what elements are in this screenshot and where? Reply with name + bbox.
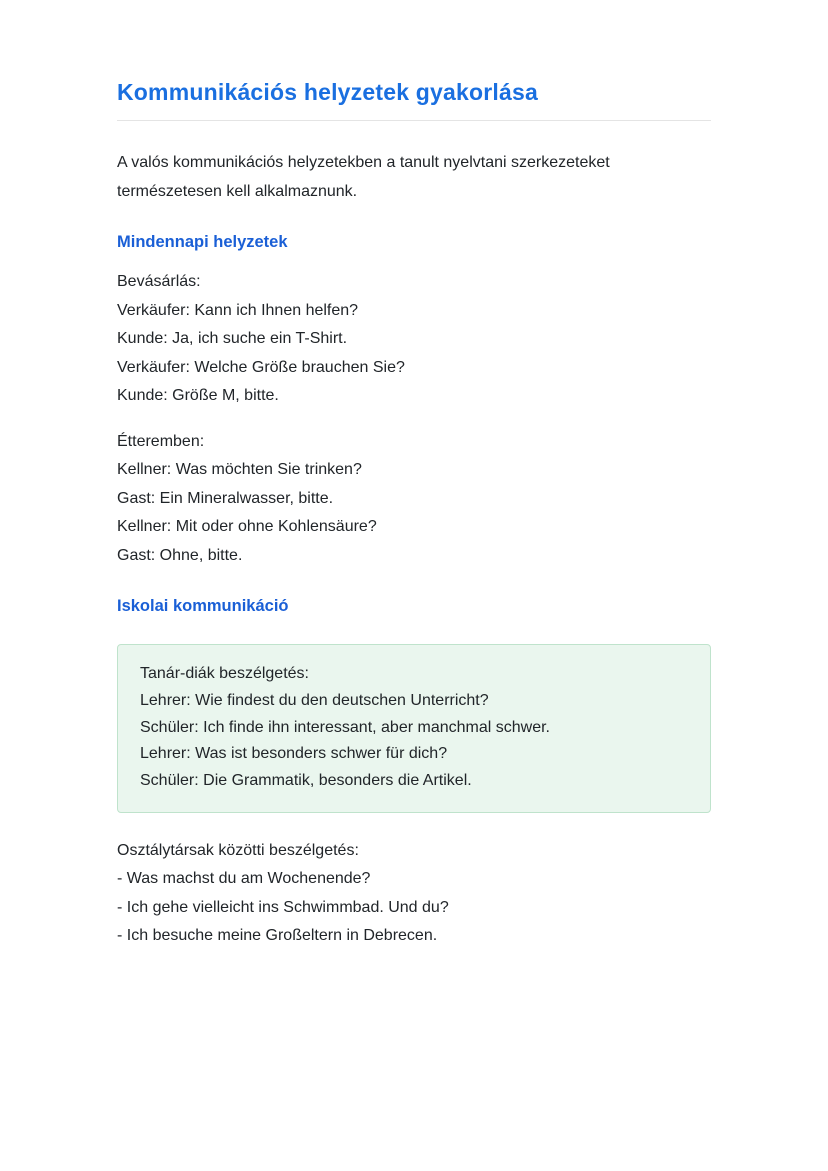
intro-paragraph: A valós kommunikációs helyzetekben a tanult nyelvtani szerkezeteket természetesen kell alkalmaznunk.	[117, 154, 610, 200]
dialog-line: Lehrer: Was ist besonders schwer für dich?	[140, 745, 448, 763]
dialog-line: Étteremben:	[117, 432, 205, 450]
dialog-line: Tanár-diák beszélgetés:	[140, 665, 309, 682]
section-heading-everyday: Mindennapi helyzetek	[117, 233, 288, 251]
page-title: Kommunikációs helyzetek gyakorlása	[117, 79, 538, 105]
dialog-line: Verkäufer: Kann ich Ihnen helfen?	[117, 301, 359, 319]
title-divider	[117, 120, 711, 121]
dialog-line: Kunde: Ja, ich suche ein T-Shirt.	[117, 330, 348, 347]
dialog-restaurant	[117, 428, 711, 571]
section-heading-school: Iskolai kommunikáció	[117, 597, 289, 615]
dialog-line: Gast: Ein Mineralwasser, bitte.	[117, 489, 334, 507]
dialog-line: Kellner: Mit oder ohne Kohlensäure?	[117, 518, 377, 535]
dialog-line: Schüler: Die Grammatik, besonders die Artikel.	[140, 772, 472, 790]
teacher-student-dialog-box	[117, 644, 711, 813]
dialog-line: - Ich gehe vielleicht ins Schwimmbad. Und du?	[117, 898, 449, 916]
dialog-line: Kellner: Was möchten Sie trinken?	[117, 461, 362, 478]
classmates-dialog	[117, 837, 711, 951]
dialog-line: Osztálytársak közötti beszélgetés:	[117, 841, 359, 859]
dialog-line: Kunde: Größe M, bitte.	[117, 387, 279, 404]
dialog-line: - Ich besuche meine Großeltern in Debrecen.	[117, 927, 438, 945]
dialog-line: - Was machst du am Wochenende?	[117, 870, 371, 888]
dialog-line: Gast: Ohne, bitte.	[117, 546, 243, 564]
dialog-line: Schüler: Ich finde ihn interessant, aber manchmal schwer.	[140, 718, 550, 736]
dialog-shopping	[117, 268, 711, 411]
dialog-line: Verkäufer: Welche Größe brauchen Sie?	[117, 358, 405, 376]
dialog-line: Lehrer: Wie findest du den deutschen Unterricht?	[140, 691, 489, 709]
dialog-line: Bevásárlás:	[117, 273, 201, 290]
